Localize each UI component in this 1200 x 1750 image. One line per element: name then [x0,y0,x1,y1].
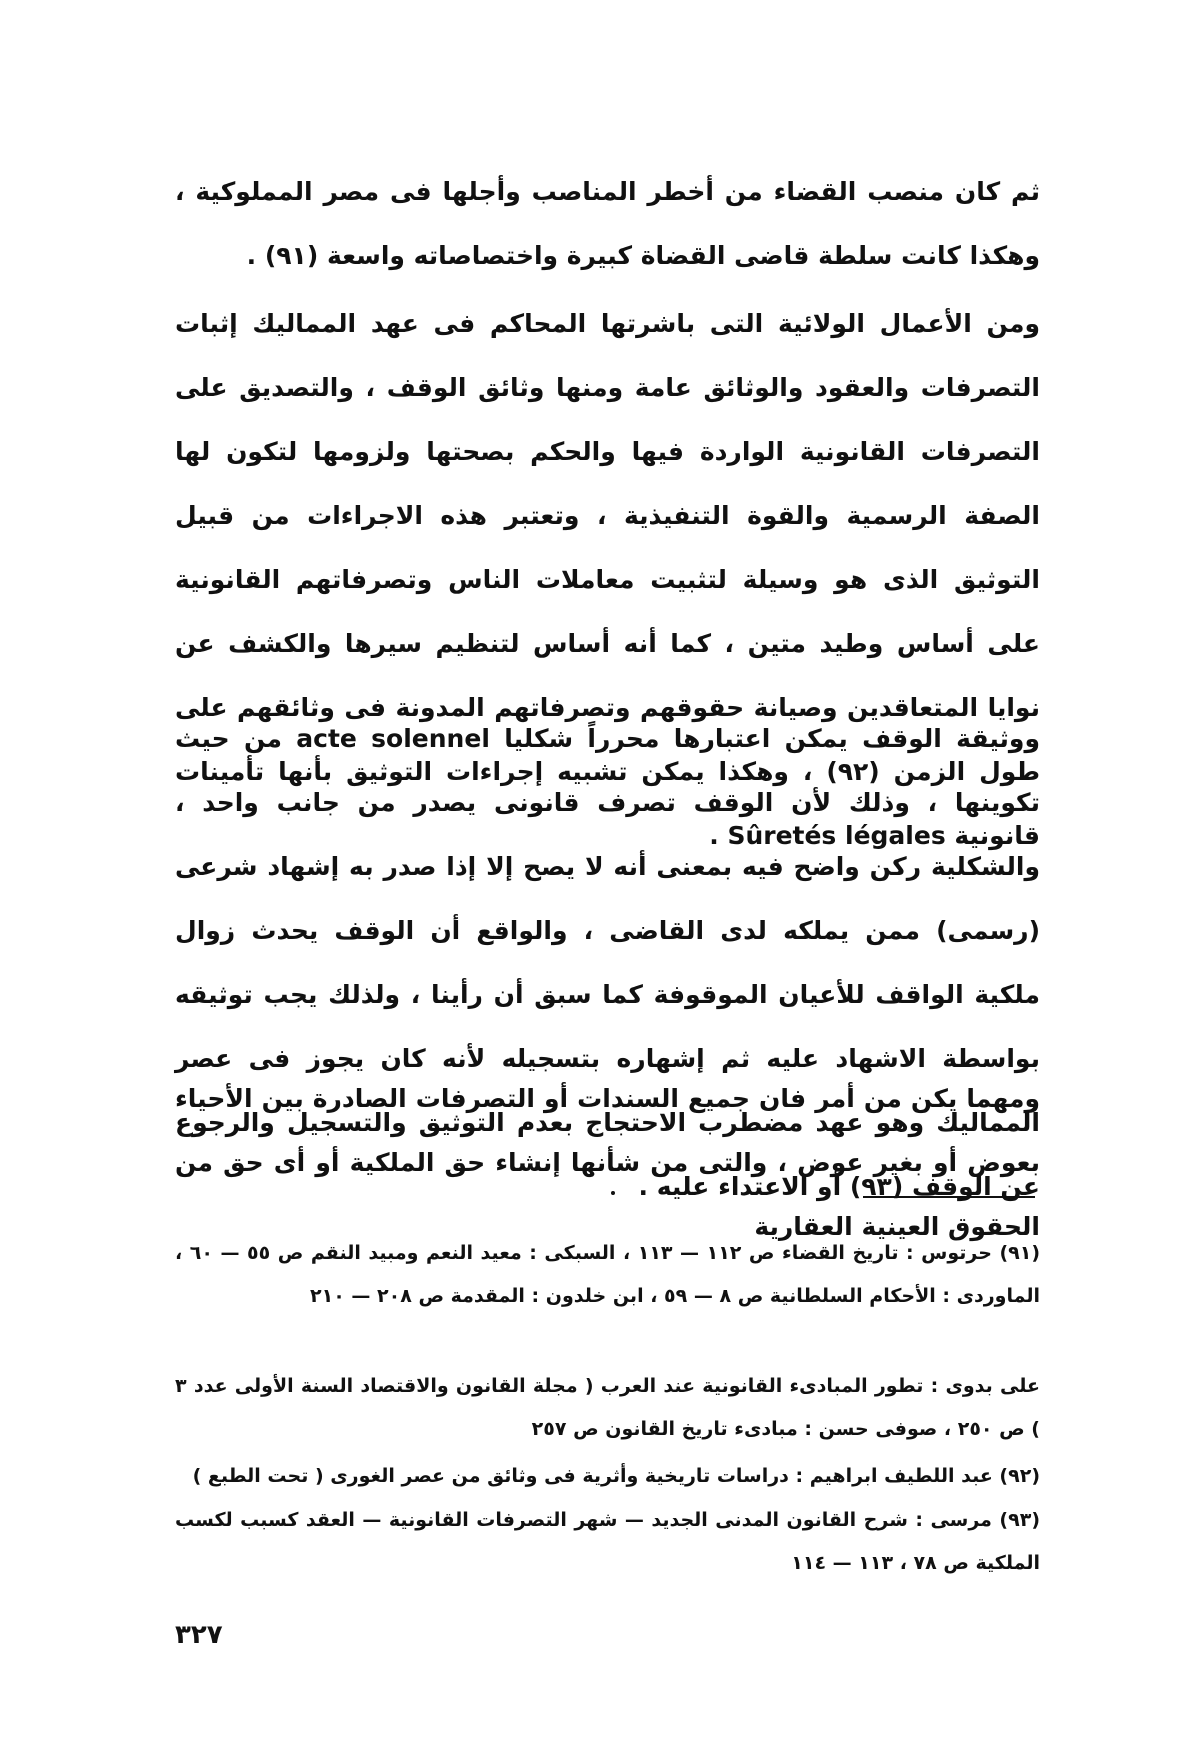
stray-dot [611,1191,615,1195]
footnote-92: (٩٢) عبد اللطيف ابراهيم : دراسات تاريخية وأثرية فى وثائق من عصر الغورى ( تحت الطبع ) [192,1465,1040,1487]
page-number: ٣٢٧ [175,1620,223,1650]
footnote-91: (٩١) حرتوس : تاريخ القضاء ص ١١٢ — ١١٣ ، السبكى : معيد النعم ومبيد النقم ص ٥٥ — ٦٠ ، الماوردى : الأحكام السلطانية ص ٨ — ٥٩ ، ابن خلدون : المقدمة ص ٢٠٨ — ٢١٠ [175,1242,1041,1307]
footnote-91-continued: على بدوى : تطور المبادىء القانونية عند العرب ( مجلة القانون والاقتصاد السنة الأولى عدد ٣ ) ص ٢٥٠ ، صوفى حسن : مبادىء تاريخ القانون ص ٢٥٧ [175,1375,1040,1440]
paragraph-judiciary: ثم كان منصب القضاء من أخطر المناصب وأجلها فى مصر المملوكية ، وهكذا كانت سلطة قاضى القضاة كبيرة واختصاصاته واسعة (٩١) . [175,177,1040,270]
paragraph-waqf-deed: ووثيقة الوقف يمكن اعتبارها محرراً شكليا acte solennel من حيث تكوينها ، وذلك لأن الوقف تصرف قانونى يصدر من جانب واحد ، والشكلية ركن واضح فيه بمعنى أنه لا يصح إلا إذا صدر به إشهاد شرعى (رسمى) ممن يملكه لدى القاضى ، والواقع أن الوقف يحدث زوال ملكية الواقف للأعيان الموقوفة كما سبق أن رأينا ، ولذلك يجب توثيقه بواسطة الاشهاد عليه ثم إشهاره بتسجيله لأنه كان يجوز فى عصر المماليك وهو عهد مضطرب الاحتجاج بعدم التوثيق والتسجيل والرجوع عن الوقف (٩٣) أو الاعتداء عليه . [175,724,1040,1201]
footnote-93: (٩٣) مرسى : شرح القانون المدنى الجديد — شهر التصرفات القانونية — العقد كسبب لكسب الملكية ص ٧٨ ، ١١٣ — ١١٤ [175,1509,1040,1574]
paragraph-documentation: ومن الأعمال الولائية التى باشرتها المحاكم فى عهد المماليك إثبات التصرفات والعقود والوثائق عامة ومنها وثائق الوقف ، والتصديق على التصرفات القانونية الواردة فيها والحكم بصحتها ولزومها لتكون لها الصفة الرسمية والقوة التنفيذية ، وتعتبر هذه الاجراءات من قبيل التوثيق الذى هو وسيلة لتثبيت معاملات الناس وتصرفاتهم القانونية على أساس وطيد متين ، كما أنه أساس لتنظيم سيرها والكشف عن نوايا المتعاقدين وصيانة حقوقهم وتصرفاتهم المدونة فى وثائقهم على طول الزمن (٩٢) ، وهكذا يمكن تشبيه إجراءات التوثيق بأنها تأمينات قانونية Sûretés légales . [175,309,1040,850]
footnote-divider [863,1196,1035,1198]
paragraph-instruments: ومهما يكن من أمر فان جميع السندات أو التصرفات الصادرة بين الأحياء بعوض أو بغير عوض ، والتى من شأنها إنشاء حق الملكية أو أى حق من الحقوق العينية العقارية [175,1084,1040,1241]
